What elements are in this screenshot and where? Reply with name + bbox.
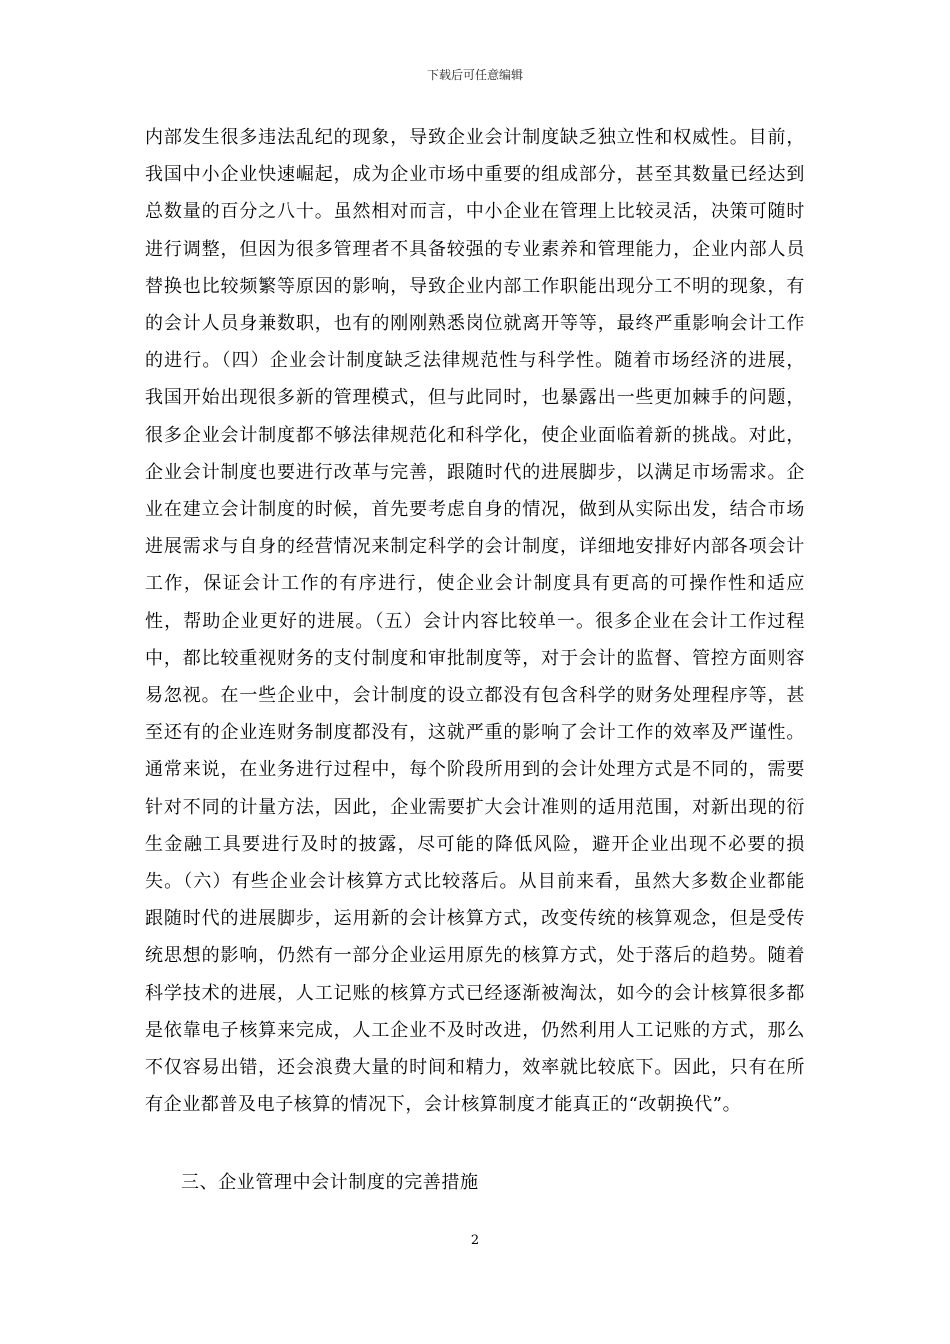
page-number: 2 bbox=[470, 1233, 480, 1248]
page-header: 下载后可任意编辑 bbox=[426, 68, 523, 82]
body-paragraph: 内部发生很多违法乱纪的现象，导致企业会计制度缺乏独立性和权威性。目前，我国中小企业快速崛起，成为企业市场中重要的组成部分，甚至其数量已经达到总数量的百分之八十。虽然相对而言，中小企业在管理上比较灵活，决策可随时进行调整，但因为很多管理者不具备较强的专业素养和管理能力，企业内部人员替换也比较频繁等原因的影响，导致企业内部工作职能出现分工不明的现象，有的会计人员身兼数职，也有的刚刚熟悉岗位就离开等等，最终严重影响会计工作的进行。（四）企业会计制度缺乏法律规范性与科学性。随着市场经济的进展，我国开始出现很多新的管理模式，但与此同时，也暴露出一些更加棘手的问题，很多企业会计制度都不够法律规范化和科学化，使企业面临着新的挑战。对此，企业会计制度也要进行改革与完善，跟随时代的进展脚步，以满足市场需求。企业在建立会计制度的时候，首先要考虑自身的情况，做到从实际出发，结合市场进展需求与自身的经营情况来制定科学的会计制度，详细地安排好内部各项会计工作，保证会计工作的有序进行，使企业会计制度具有更高的可操作性和适应性，帮助企业更好的进展。（五）会计内容比较单一。很多企业在会计工作过程中，都比较重视财务的支付制度和审批制度等，对于会计的监督、管控方面则容易忽视。在一些企业中，会计制度的设立都没有包含科学的财务处理程序等，甚至还有的企业连财务制度都没有，这就严重的影响了会计工作的效率及严谨性。通常来说，在业务进行过程中，每个阶段所用到的会计处理方式是不同的，需要针对不同的计量方法，因此，企业需要扩大会计准则的适用范围，对新出现的衍生金融工具要进行及时的披露，尽可能的降低风险，避开企业出现不必要的损失。（六）有些企业会计核算方式比较落后。从目前来看，虽然大多数企业都能跟随时代的进展脚步，运用新的会计核算方式，改变传统的核算观念，但是受传统思想的影响，仍然有一部分企业运用原先的核算方式，处于落后的趋势。随着科学技术的进展，人工记账的核算方式已经逐渐被淘汰，如今的会计核算很多都是依靠电子核算来完成，人工企业不及时改进，仍然利用人工记账的方式，那么不仅容易出错，还会浪费大量的时间和精力，效率就比较底下。因此，只有在所有企业都普及电子核算的情况下，会计核算制度才能真正的“改朝换代”。 bbox=[145, 127, 805, 1116]
section-heading: 三、企业管理中会计制度的完善措施 bbox=[181, 1172, 479, 1193]
